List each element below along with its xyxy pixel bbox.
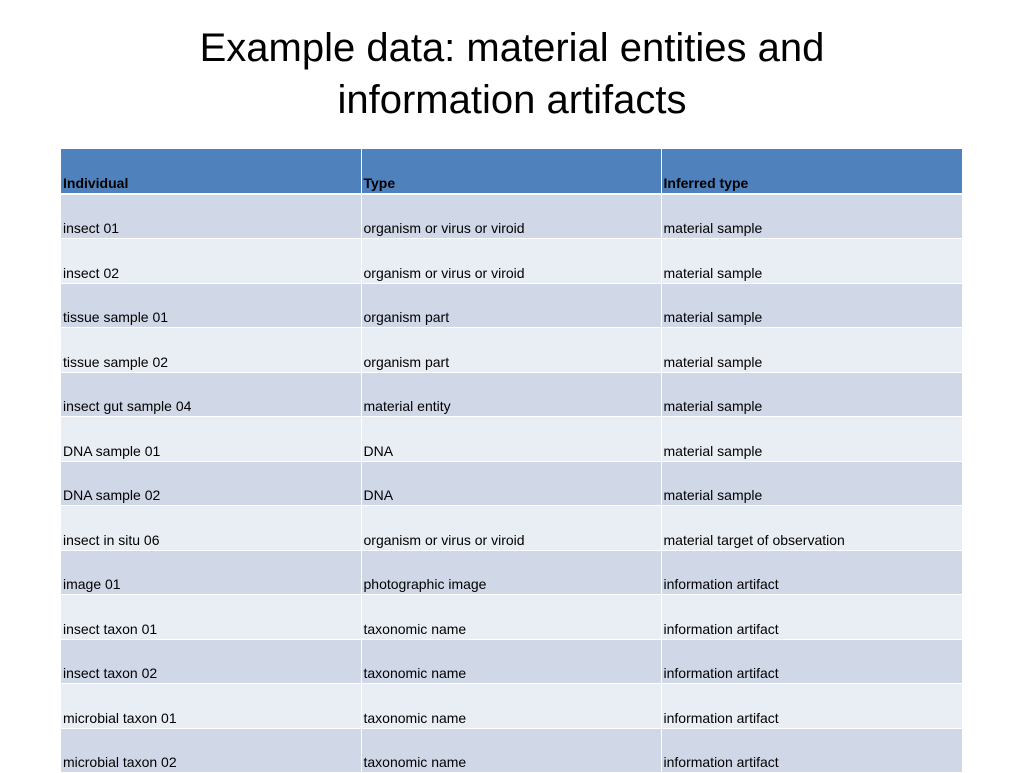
cell-individual: DNA sample 01 (61, 417, 361, 462)
cell-individual: insect taxon 01 (61, 595, 361, 640)
cell-inferred-type: material sample (661, 194, 962, 239)
table-row (61, 328, 962, 373)
cell-type: DNA (361, 417, 661, 462)
cell-type: taxonomic name (361, 595, 661, 640)
header-inferred-type: Inferred type (661, 149, 962, 194)
cell-type: taxonomic name (361, 639, 661, 684)
slide-title-line-2: information artifacts (337, 78, 687, 122)
cell-individual: microbial taxon 02 (61, 728, 361, 773)
cell-type: organism or virus or viroid (361, 194, 661, 239)
cell-individual: insect taxon 02 (61, 639, 361, 684)
cell-type: organism part (361, 328, 661, 373)
slide-title-line-1: Example data: material entities and (199, 26, 825, 70)
cell-type: organism or virus or viroid (361, 239, 661, 284)
cell-inferred-type: material sample (661, 372, 962, 417)
table-row (61, 372, 962, 417)
table-row (61, 461, 962, 506)
cell-inferred-type: information artifact (661, 550, 962, 595)
table-row (61, 506, 962, 551)
cell-type: taxonomic name (361, 684, 661, 729)
slide-title (112, 22, 912, 126)
table-row (61, 194, 962, 239)
table-row (61, 595, 962, 640)
table-row (61, 684, 962, 729)
cell-individual: image 01 (61, 550, 361, 595)
cell-inferred-type: information artifact (661, 684, 962, 729)
cell-type: organism or virus or viroid (361, 506, 661, 551)
cell-inferred-type: material sample (661, 283, 962, 328)
cell-inferred-type: material sample (661, 461, 962, 506)
cell-inferred-type: material sample (661, 417, 962, 462)
cell-type: organism part (361, 283, 661, 328)
table-row (61, 728, 962, 773)
header-type: Type (361, 149, 661, 194)
table-header (61, 149, 962, 194)
cell-individual: tissue sample 02 (61, 328, 361, 373)
table-row (61, 639, 962, 684)
table-row (61, 417, 962, 462)
table-row (61, 283, 962, 328)
cell-type: DNA (361, 461, 661, 506)
cell-type: material entity (361, 372, 661, 417)
cell-inferred-type: information artifact (661, 728, 962, 773)
table-row (61, 239, 962, 284)
table-header-row (61, 149, 962, 194)
header-individual: Individual (61, 149, 361, 194)
cell-individual: insect in situ 06 (61, 506, 361, 551)
cell-inferred-type: material sample (661, 328, 962, 373)
cell-individual: microbial taxon 01 (61, 684, 361, 729)
cell-inferred-type: information artifact (661, 639, 962, 684)
cell-individual: tissue sample 01 (61, 283, 361, 328)
cell-inferred-type: material target of observation (661, 506, 962, 551)
cell-type: taxonomic name (361, 728, 661, 773)
data-table (61, 149, 962, 773)
cell-individual: insect 02 (61, 239, 361, 284)
cell-type: photographic image (361, 550, 661, 595)
cell-inferred-type: material sample (661, 239, 962, 284)
table-row (61, 550, 962, 595)
table-body (61, 194, 962, 773)
cell-inferred-type: information artifact (661, 595, 962, 640)
cell-individual: DNA sample 02 (61, 461, 361, 506)
cell-individual: insect gut sample 04 (61, 372, 361, 417)
cell-individual: insect 01 (61, 194, 361, 239)
